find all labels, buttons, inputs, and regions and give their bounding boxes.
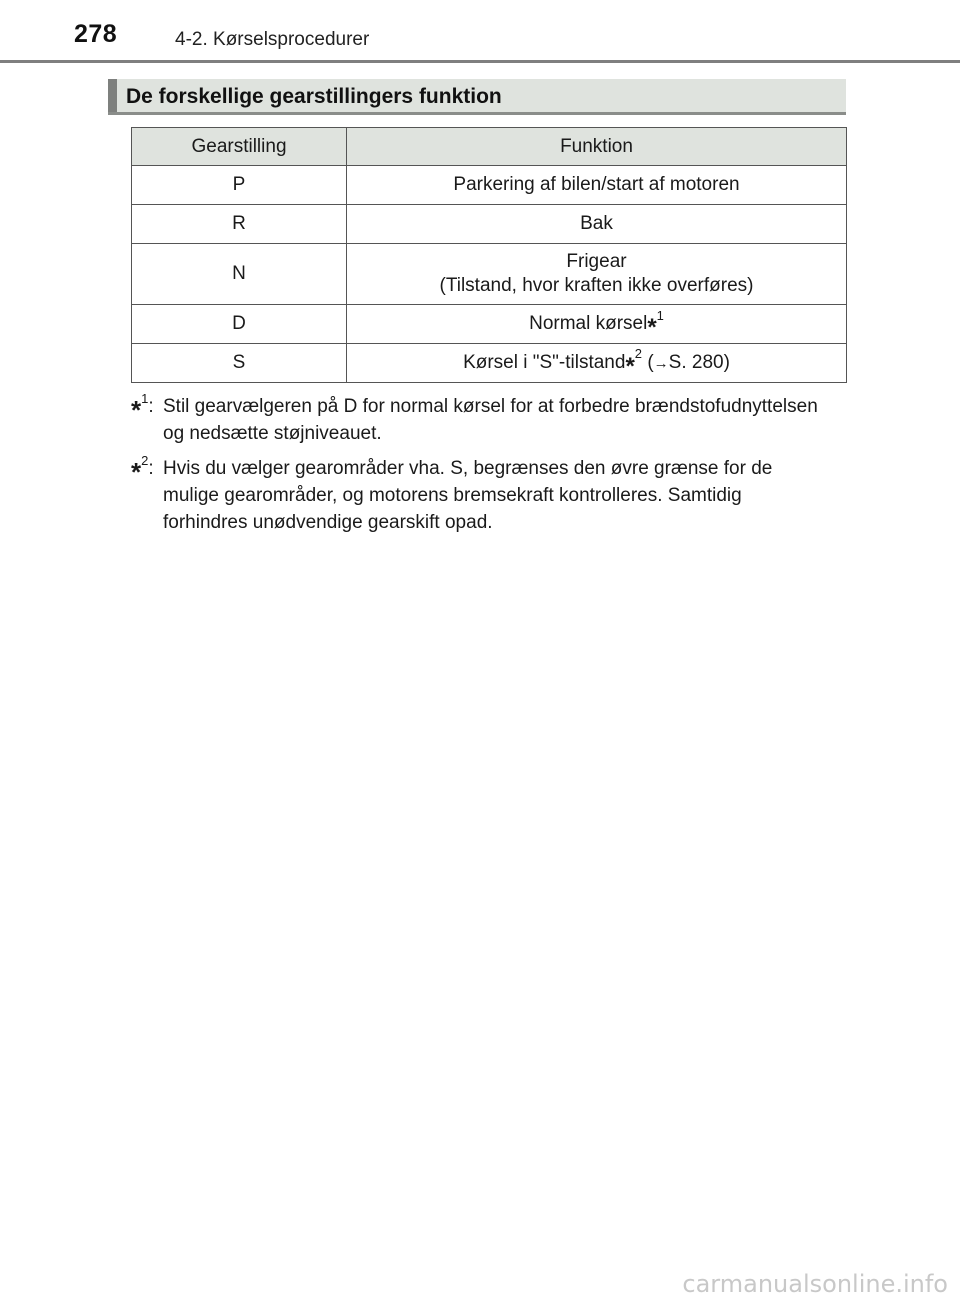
table-row: [132, 344, 847, 383]
arrow-right-icon: →: [653, 354, 669, 372]
function-text: Kørsel i "S"-tilstand: [463, 351, 626, 373]
footnote-number: 1: [141, 390, 149, 406]
footnote-text: Stil gearvælgeren på D for normal kørsel for at forbedre brændstofudnyttelsen og nedsætte støjniveauet.: [163, 396, 818, 444]
footnote-marker: [131, 390, 154, 425]
page-ref-link[interactable]: S. 280): [668, 351, 730, 373]
footnote-item: [131, 452, 831, 536]
gear-cell: P: [132, 166, 347, 205]
table-row: [132, 205, 847, 244]
gear-function-table: [131, 127, 847, 383]
function-line-2: (Tilstand, hvor kraften ikke overføres): [439, 275, 754, 296]
gear-cell: R: [132, 205, 347, 244]
footnote-star: *: [625, 352, 635, 380]
watermark: carmanualsonline.info: [682, 1270, 948, 1298]
gear-cell: N: [132, 244, 347, 305]
page-header: [0, 0, 960, 62]
gear-cell: D: [132, 305, 347, 344]
footnote-star: *: [131, 457, 142, 487]
section-heading-bar: [108, 79, 117, 112]
footnote-text: Hvis du vælger gearområder vha. S, begrænses den øvre grænse for de mulige gearområder, og motorens bremsekraft kontrolleres. Samtidig forhindres unødvendige gearskift opad.: [163, 458, 773, 533]
footnote-ref: 2: [634, 346, 643, 362]
footnote-ref: 1: [656, 307, 664, 323]
table-header-row: [132, 128, 847, 166]
footnote-separator: :: [148, 458, 154, 479]
function-cell: Bak: [347, 205, 847, 244]
column-header-function: Funktion: [347, 128, 847, 166]
footnote-item: [131, 390, 831, 447]
gear-cell: S: [132, 344, 347, 383]
function-cell: [347, 244, 847, 305]
function-cell: Parkering af bilen/start af motoren: [347, 166, 847, 205]
footnote-number: 2: [141, 452, 149, 468]
section-title: De forskellige gearstillingers funktion: [126, 85, 502, 108]
header-divider: [0, 60, 960, 63]
function-cell: [347, 344, 847, 383]
footnote-star: *: [131, 395, 142, 425]
page-ref-open: (: [647, 351, 654, 373]
function-line-1: Frigear: [566, 251, 627, 272]
footnotes: [131, 390, 831, 544]
footnote-separator: :: [148, 396, 154, 417]
section-heading: [108, 79, 846, 115]
table-row: [132, 166, 847, 205]
chapter-title: 4-2. Kørselsprocedurer: [175, 29, 370, 50]
table-row: [132, 305, 847, 344]
footnote-star: *: [647, 314, 657, 341]
function-text: Normal kørsel: [529, 313, 648, 334]
function-cell: [347, 305, 847, 344]
footnote-marker: [131, 452, 154, 487]
page-number: 278: [74, 20, 118, 48]
table-row: [132, 244, 847, 305]
column-header-gear: Gearstilling: [132, 128, 347, 166]
